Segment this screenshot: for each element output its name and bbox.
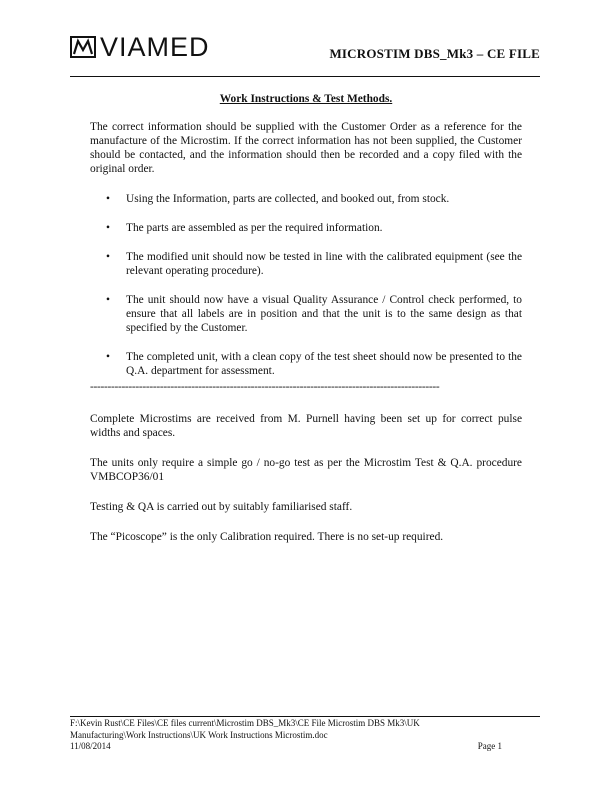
body-paragraph: The units only require a simple go / no-go test as per the Microstim Test & Q.A. procedure VMBCOP36/01	[90, 457, 522, 483]
step-text: Using the Information, parts are collected, and booked out, from stock.	[126, 193, 450, 205]
bullet-icon: •	[106, 294, 110, 306]
body-paragraph: Complete Microstims are received from M. Purnell having been set up for correct pulse widths and spaces.	[90, 413, 522, 439]
bullet-icon: •	[106, 222, 110, 234]
section-title: Work Instructions & Test Methods.	[219, 93, 393, 105]
logo-mark-icon	[70, 36, 96, 58]
file-path: F:\Kevin Rust\CE Files\CE files current\Microstim DBS_Mk3\CE File Microstim DBS Mk3\UK Manufacturing\Work Instructions\UK Work Instructions Microstim.doc	[70, 718, 420, 740]
header-divider	[70, 76, 540, 77]
footer-divider	[70, 716, 540, 717]
page-header	[70, 34, 540, 76]
body-paragraph: Testing & QA is carried out by suitably familiarised staff.	[90, 501, 353, 513]
body-paragraph: The “Picoscope” is the only Calibration required. There is no set-up required.	[90, 531, 444, 543]
step-text: The modified unit should now be tested in line with the calibrated equipment (see the relevant operating procedure).	[126, 251, 522, 277]
list-item	[90, 250, 522, 278]
logo-text: VIAMED	[100, 32, 210, 62]
page-footer	[70, 718, 540, 753]
bullet-icon: •	[106, 193, 110, 205]
list-item	[90, 350, 522, 378]
step-text: The completed unit, with a clean copy of the test sheet should now be presented to the Q.A. department for assessment.	[126, 351, 522, 377]
page-number: Page 1	[477, 741, 502, 751]
page-content	[90, 92, 522, 544]
viamed-logo	[70, 34, 210, 60]
step-text: The parts are assembled as per the required information.	[126, 222, 383, 234]
bullet-icon: •	[106, 251, 110, 263]
list-item	[90, 293, 522, 335]
dashed-separator: ----------------------------------------------------------------------------------------------------	[90, 381, 440, 393]
list-item	[90, 192, 522, 206]
intro-paragraph: The correct information should be supplied with the Customer Order as a reference for the manufacture of the Microstim. If the correct information has not been supplied, the Customer should be contacted, and the information should then be recorded and a copy filed with the original order.	[90, 121, 522, 175]
document-title: MICROSTIM DBS_Mk3 – CE FILE	[329, 46, 540, 61]
steps-list	[90, 192, 522, 378]
footer-date: 11/08/2014	[70, 741, 111, 751]
list-item	[90, 221, 522, 235]
bullet-icon: •	[106, 351, 110, 363]
step-text: The unit should now have a visual Quality Assurance / Control check performed, to ensure that all labels are in position and that the unit is to the same design as that specified by the Customer.	[126, 294, 522, 334]
